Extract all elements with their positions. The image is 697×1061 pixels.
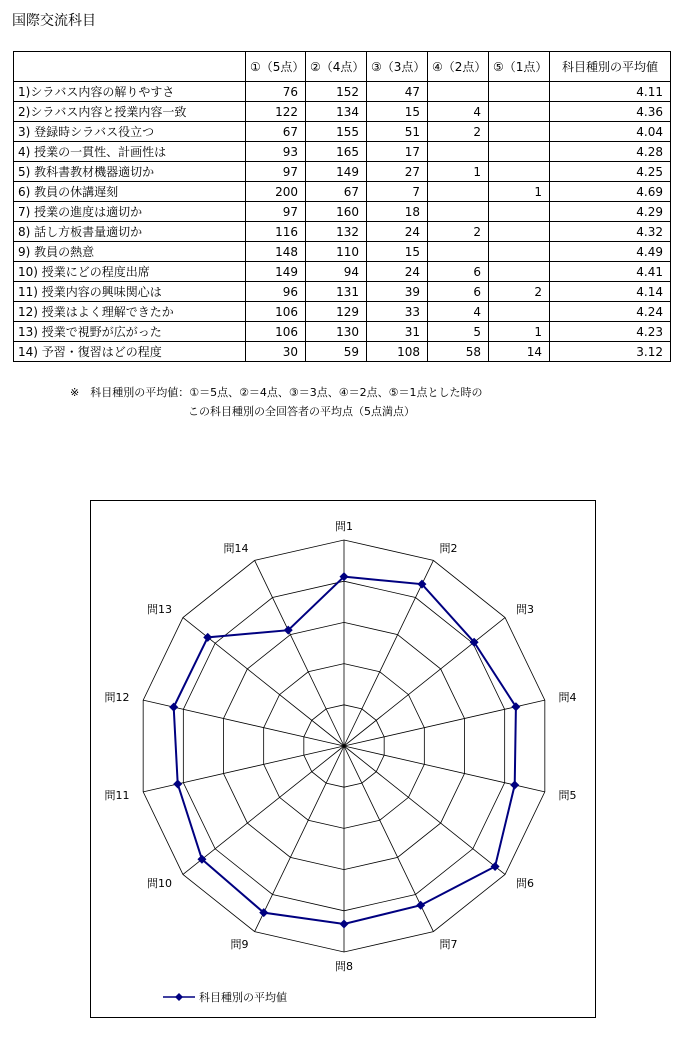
note-line-1: ※ 科目種別の平均値：①＝5点、②＝4点、③＝3点、④＝2点、⑤＝1点とした時の xyxy=(70,386,483,399)
value-cell: 148 xyxy=(246,242,306,262)
question-cell: 12) 授業はよく理解できたか xyxy=(14,302,246,322)
value-cell: 51 xyxy=(367,122,428,142)
value-cell: 4.23 xyxy=(550,322,671,342)
question-cell: 11) 授業内容の興味関心は xyxy=(14,282,246,302)
data-point xyxy=(169,703,178,712)
value-cell xyxy=(428,82,489,102)
grid-spoke xyxy=(344,618,505,746)
value-cell: 14 xyxy=(489,342,550,362)
value-cell: 149 xyxy=(246,262,306,282)
data-point xyxy=(203,633,212,642)
value-cell: 116 xyxy=(246,222,306,242)
value-cell: 4.24 xyxy=(550,302,671,322)
question-cell: 5) 教科書教材機器適切か xyxy=(14,162,246,182)
table-row xyxy=(14,122,671,142)
table-row xyxy=(14,282,671,302)
table-header-row xyxy=(14,52,671,82)
value-cell: 4.41 xyxy=(550,262,671,282)
column-header: ③（3点） xyxy=(367,52,428,82)
axis-label: 問13 xyxy=(146,602,172,616)
value-cell: 2 xyxy=(489,282,550,302)
question-cell: 9) 教員の熱意 xyxy=(14,242,246,262)
value-cell xyxy=(489,202,550,222)
value-cell: 1 xyxy=(489,322,550,342)
grid-spoke xyxy=(143,746,344,792)
page-title: 国際交流科目 xyxy=(12,13,96,29)
value-cell: 3.12 xyxy=(550,342,671,362)
value-cell xyxy=(428,142,489,162)
value-cell: 4.14 xyxy=(550,282,671,302)
value-cell: 30 xyxy=(246,342,306,362)
value-cell xyxy=(489,222,550,242)
value-cell: 4.32 xyxy=(550,222,671,242)
value-cell: 7 xyxy=(367,182,428,202)
value-cell: 6 xyxy=(428,262,489,282)
data-point xyxy=(340,919,349,928)
legend xyxy=(163,989,287,1005)
table-row xyxy=(14,262,671,282)
axis-label: 問9 xyxy=(230,938,249,952)
axis-label: 問2 xyxy=(439,541,458,555)
axis-label: 問10 xyxy=(146,877,172,891)
value-cell: 122 xyxy=(246,102,306,122)
value-cell: 47 xyxy=(367,82,428,102)
value-cell: 4.28 xyxy=(550,142,671,162)
table-row xyxy=(14,322,671,342)
legend-marker-icon xyxy=(163,992,195,1002)
value-cell: 76 xyxy=(246,82,306,102)
value-cell: 4.49 xyxy=(550,242,671,262)
table-row xyxy=(14,102,671,122)
value-cell: 4.36 xyxy=(550,102,671,122)
axis-label: 問11 xyxy=(104,788,130,802)
axis-label: 問5 xyxy=(558,788,577,802)
axis-label: 問8 xyxy=(335,960,353,973)
value-cell xyxy=(428,202,489,222)
value-cell: 33 xyxy=(367,302,428,322)
question-cell: 7) 授業の進度は適切か xyxy=(14,202,246,222)
value-cell xyxy=(489,242,550,262)
value-cell: 18 xyxy=(367,202,428,222)
axis-label: 問4 xyxy=(558,691,577,705)
value-cell: 17 xyxy=(367,142,428,162)
value-cell: 1 xyxy=(428,162,489,182)
table-row xyxy=(14,162,671,182)
column-header: ④（2点） xyxy=(428,52,489,82)
value-cell: 106 xyxy=(246,322,306,342)
value-cell: 39 xyxy=(367,282,428,302)
column-header xyxy=(14,52,246,82)
value-cell: 4.29 xyxy=(550,202,671,222)
value-cell: 4.69 xyxy=(550,182,671,202)
value-cell: 4.25 xyxy=(550,162,671,182)
data-point xyxy=(491,862,500,871)
column-header: ①（5点） xyxy=(246,52,306,82)
axis-label: 問3 xyxy=(516,602,535,616)
value-cell: 15 xyxy=(367,242,428,262)
value-cell: 132 xyxy=(306,222,367,242)
question-cell: 3) 登録時シラバス役立つ xyxy=(14,122,246,142)
value-cell: 5 xyxy=(428,322,489,342)
grid-spoke xyxy=(344,746,505,874)
value-cell: 108 xyxy=(367,342,428,362)
question-cell: 1)シラバス内容の解りやすさ xyxy=(14,82,246,102)
value-cell: 106 xyxy=(246,302,306,322)
question-cell: 14) 予習・復習はどの程度 xyxy=(14,342,246,362)
value-cell: 1 xyxy=(489,182,550,202)
value-cell: 160 xyxy=(306,202,367,222)
legend-label: 科目種別の平均値 xyxy=(199,991,287,1004)
column-header: ⑤（1点） xyxy=(489,52,550,82)
question-cell: 10) 授業にどの程度出席 xyxy=(14,262,246,282)
value-cell: 27 xyxy=(367,162,428,182)
table-row xyxy=(14,242,671,262)
axis-label: 問12 xyxy=(104,691,130,705)
question-cell: 8) 話し方板書量適切か xyxy=(14,222,246,242)
value-cell: 131 xyxy=(306,282,367,302)
table-row xyxy=(14,82,671,102)
value-cell xyxy=(489,302,550,322)
value-cell xyxy=(489,262,550,282)
value-cell xyxy=(489,82,550,102)
value-cell: 110 xyxy=(306,242,367,262)
value-cell: 134 xyxy=(306,102,367,122)
axis-label: 問14 xyxy=(223,541,249,555)
grid-spoke xyxy=(183,746,344,874)
value-cell: 149 xyxy=(306,162,367,182)
value-cell: 152 xyxy=(306,82,367,102)
note-line-2: この科目種別の全回答者の平均点（5点満点） xyxy=(188,405,415,418)
value-cell: 59 xyxy=(306,342,367,362)
table-row xyxy=(14,142,671,162)
value-cell xyxy=(489,162,550,182)
question-cell: 6) 教員の休講遅刻 xyxy=(14,182,246,202)
value-cell xyxy=(428,242,489,262)
value-cell: 24 xyxy=(367,262,428,282)
value-cell: 58 xyxy=(428,342,489,362)
value-cell: 4 xyxy=(428,102,489,122)
value-cell xyxy=(489,122,550,142)
question-cell: 2)シラバス内容と授業内容一致 xyxy=(14,102,246,122)
radar-svg xyxy=(91,501,597,1019)
value-cell: 2 xyxy=(428,122,489,142)
table-row xyxy=(14,342,671,362)
value-cell: 130 xyxy=(306,322,367,342)
data-point xyxy=(416,901,425,910)
table-row xyxy=(14,202,671,222)
column-header: ②（4点） xyxy=(306,52,367,82)
value-cell xyxy=(428,182,489,202)
survey-table xyxy=(13,51,671,362)
value-cell: 93 xyxy=(246,142,306,162)
axis-label: 問1 xyxy=(335,520,353,533)
value-cell: 97 xyxy=(246,162,306,182)
question-cell: 13) 授業で視野が広がった xyxy=(14,322,246,342)
value-cell: 4.04 xyxy=(550,122,671,142)
value-cell: 2 xyxy=(428,222,489,242)
data-point xyxy=(173,779,182,788)
value-cell: 6 xyxy=(428,282,489,302)
radar-chart xyxy=(90,500,596,1018)
value-cell: 67 xyxy=(246,122,306,142)
table-row xyxy=(14,222,671,242)
value-cell: 24 xyxy=(367,222,428,242)
value-cell: 165 xyxy=(306,142,367,162)
value-cell: 4 xyxy=(428,302,489,322)
data-point xyxy=(510,780,519,789)
value-cell: 129 xyxy=(306,302,367,322)
value-cell: 200 xyxy=(246,182,306,202)
value-cell: 15 xyxy=(367,102,428,122)
column-header: 科目種別の平均値 xyxy=(550,52,671,82)
axis-label: 問6 xyxy=(516,877,535,891)
value-cell: 4.11 xyxy=(550,82,671,102)
value-cell: 31 xyxy=(367,322,428,342)
question-cell: 4) 授業の一貫性、計画性は xyxy=(14,142,246,162)
value-cell xyxy=(489,102,550,122)
value-cell: 67 xyxy=(306,182,367,202)
table-row xyxy=(14,182,671,202)
value-cell: 96 xyxy=(246,282,306,302)
table-row xyxy=(14,302,671,322)
value-cell: 97 xyxy=(246,202,306,222)
axis-label: 問7 xyxy=(439,938,458,952)
value-cell: 155 xyxy=(306,122,367,142)
value-cell xyxy=(489,142,550,162)
value-cell: 94 xyxy=(306,262,367,282)
